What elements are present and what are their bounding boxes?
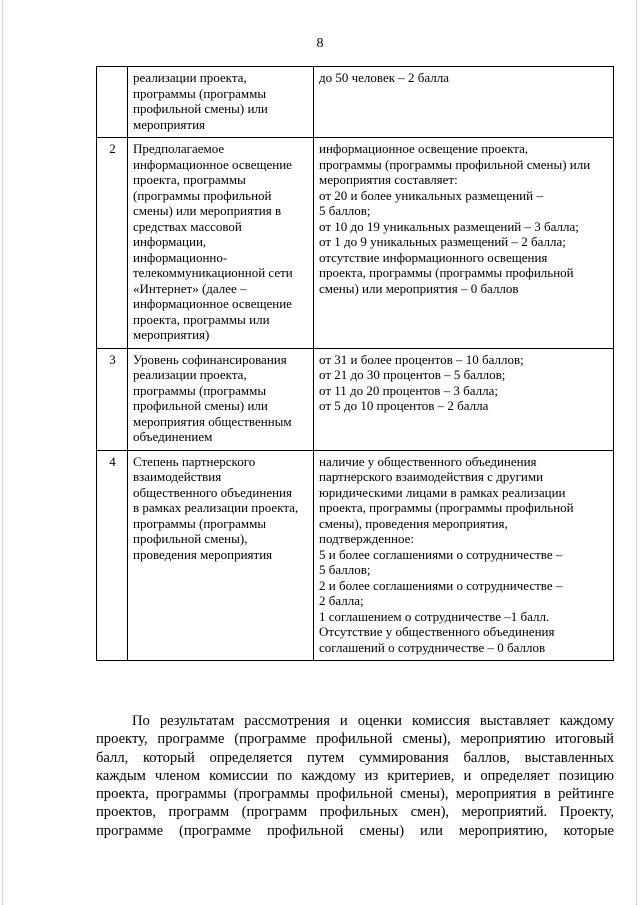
paragraph-line: программе (программе профильной смены) или мероприятию, которые xyxy=(96,822,614,839)
criterion-scoring-line: от 1 до 9 уникальных размещений – 2 балла; xyxy=(319,234,566,249)
criterion-scoring-line: партнерского взаимодействия с другими xyxy=(319,469,544,484)
criterion-name-line: информационное освещение xyxy=(133,156,292,172)
body-paragraph xyxy=(96,712,614,840)
table-row xyxy=(97,138,614,349)
criterion-scoring-line: 2 балла; xyxy=(319,593,364,608)
criterion-scoring xyxy=(314,450,614,661)
criterion-number: 3 xyxy=(97,348,128,450)
page-number: 8 xyxy=(316,36,324,51)
criterion-name-line: информации, xyxy=(133,234,207,249)
criterion-scoring xyxy=(314,138,614,349)
paragraph-line: проекта, программы (программы профильной смены), мероприятия в рейтинге xyxy=(96,786,614,803)
criterion-scoring-line: смены), проведения мероприятия, xyxy=(319,515,508,531)
criterion-scoring-line: соглашений о сотрудничестве – 0 баллов xyxy=(319,639,546,655)
criterion-scoring-line: от 21 до 30 процентов – 5 баллов; xyxy=(319,367,506,382)
criterion-scoring-line: отсутствие информационного освещения xyxy=(319,249,548,265)
criterion-name-line: взаимодействия xyxy=(133,469,222,484)
criterion-name-line: реализации проекта, xyxy=(133,70,247,85)
criterion-scoring-line: наличие у общественного объединения xyxy=(319,453,537,469)
criterion-scoring-line: программы (программы профильной смены) или xyxy=(319,156,591,172)
criterion-name-line: профильной смены) или xyxy=(133,398,268,413)
criterion-name-line: Предполагаемое xyxy=(133,141,225,156)
table-row xyxy=(97,348,614,450)
paragraph-line: проекту, программе (программе профильной смены), мероприятию итоговый xyxy=(96,731,614,748)
criterion-scoring-line: подтвержденное: xyxy=(319,531,415,546)
criterion-name-line: смены) или мероприятия в xyxy=(133,203,282,218)
criterion-name-line: общественного объединения xyxy=(133,484,292,500)
criterion-name-line: (программы профильной xyxy=(133,187,272,203)
criterion-name-line: Уровень софинансирования xyxy=(133,351,287,367)
criterion-scoring-line: 1 соглашением о сотрудничестве –1 балл. xyxy=(319,608,550,624)
paragraph-line: балл, который определяется путем суммирования баллов, выставленных xyxy=(96,749,614,766)
criterion-name-line: проведения мероприятия xyxy=(133,546,273,562)
criterion-name-line: программы (программы xyxy=(133,382,267,398)
criterion-number xyxy=(97,67,128,138)
criterion-number: 2 xyxy=(97,138,128,349)
criterion-scoring xyxy=(314,67,614,138)
criterion-name-line: телекоммуникационной сети xyxy=(133,265,293,280)
criterion-name-line: профильной смены), xyxy=(133,531,248,546)
criterion-scoring-line: до 50 человек – 2 балла xyxy=(319,70,450,85)
criterion-name-line: Степень партнерского xyxy=(133,453,256,469)
criterion-name-line: программы (программы xyxy=(133,515,267,531)
criterion-name-line: объединением xyxy=(133,429,213,444)
paragraph-line: проектов, программ (программ профильных смен), мероприятий. Проекту, xyxy=(96,804,614,821)
criterion-name-line: профильной смены) или xyxy=(133,101,268,116)
criterion-scoring-line: смены) или мероприятия – 0 баллов xyxy=(319,280,519,296)
criterion-scoring-line: проекта, программы (программы профильной xyxy=(319,265,574,280)
criterion-scoring-line: Отсутствие у общественного объединения xyxy=(319,624,555,639)
criterion-scoring-line: от 11 до 20 процентов – 3 балла; xyxy=(319,382,499,398)
left-margin-border xyxy=(2,0,4,905)
criterion-name-line: мероприятия общественным xyxy=(133,413,292,429)
criterion-name xyxy=(128,450,314,661)
criterion-name xyxy=(128,348,314,450)
criterion-name-line: информационное освещение xyxy=(133,296,292,311)
criterion-scoring-line: 5 баллов; xyxy=(319,562,371,577)
criterion-scoring-line: от 5 до 10 процентов – 2 балла xyxy=(319,398,489,413)
criterion-name-line: «Интернет» (далее – xyxy=(133,280,247,296)
criterion-scoring-line: мероприятия составляет: xyxy=(319,172,458,187)
criterion-scoring-line: юридическими лицами в рамках реализации xyxy=(319,484,566,500)
criterion-scoring-line: от 20 и более уникальных размещений – xyxy=(319,187,543,203)
criterion-name-line: реализации проекта, xyxy=(133,367,247,382)
criterion-name-line: средствах массовой xyxy=(133,218,242,234)
paragraph-line: По результатам рассмотрения и оценки комиссия выставляет каждому xyxy=(132,713,614,729)
criterion-name-line: проекта, программы или xyxy=(133,311,270,327)
criterion-scoring xyxy=(314,348,614,450)
criterion-name-line: мероприятия) xyxy=(133,327,210,342)
table-row xyxy=(97,67,614,138)
criterion-name-line: мероприятия xyxy=(133,116,206,132)
criterion-scoring-line: от 10 до 19 уникальных размещений – 3 балла; xyxy=(319,218,579,234)
criterion-name-line: информационно- xyxy=(133,249,228,265)
criterion-scoring-line: 5 и более соглашениями о сотрудничестве – xyxy=(319,546,563,562)
criterion-number: 4 xyxy=(97,450,128,661)
criteria-table xyxy=(96,66,614,661)
criterion-scoring-line: информационное освещение проекта, xyxy=(319,141,529,156)
criterion-scoring-line: 5 баллов; xyxy=(319,203,371,218)
criterion-name-line: в рамках реализации проекта, xyxy=(133,500,299,515)
criterion-name-line: программы (программы xyxy=(133,85,267,101)
criterion-name xyxy=(128,138,314,349)
criterion-scoring-line: проекта, программы (программы профильной xyxy=(319,500,574,515)
table-row xyxy=(97,450,614,661)
criterion-name-line: проекта, программы xyxy=(133,172,246,187)
right-margin-border xyxy=(636,0,638,905)
paragraph-line: каждым членом комиссии по каждому из критериев, и определяет позицию xyxy=(96,767,614,784)
criterion-scoring-line: 2 и более соглашениями о сотрудничестве – xyxy=(319,577,563,593)
criterion-scoring-line: от 31 и более процентов – 10 баллов; xyxy=(319,351,524,367)
criterion-name xyxy=(128,67,314,138)
